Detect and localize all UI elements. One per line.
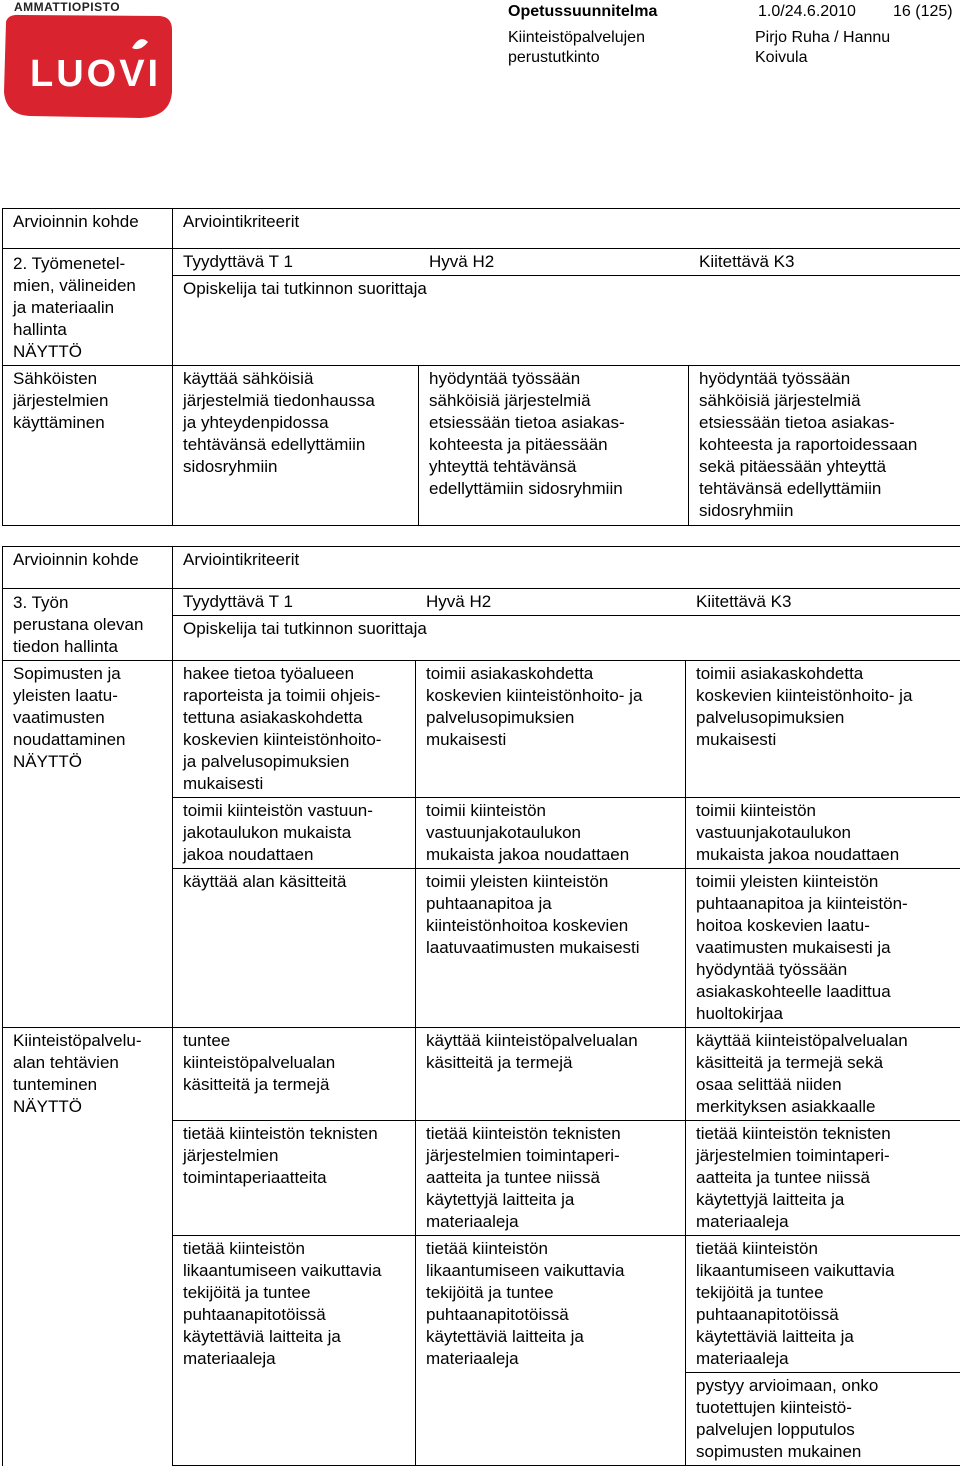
- page-number: 16 (125): [893, 2, 953, 22]
- header-assessment-target: Arvioinnin kohde: [3, 209, 173, 249]
- level-excellent: Kiitettävä K3: [699, 251, 794, 273]
- levels-row: [3, 249, 960, 366]
- doc-title: Opetussuunnitelma: [508, 2, 657, 22]
- criterion-t1: tuntee kiinteistöpalvelualan käsitteitä ja termejä: [173, 1028, 416, 1121]
- criterion-h2: hyödyntää työssään sähköisiä järjestelmiä etsiessään tietoa asiakas- kohteesta ja pitäessään yhteyttä tehtävänsä edellyttämiin sidosryhmiin: [419, 366, 689, 526]
- degree-name: Kiinteistöpalvelujen perustutkinto: [508, 28, 645, 68]
- assessment-target: Sähköisten järjestelmien käyttäminen: [3, 366, 173, 526]
- level-good: Hyvä H2: [426, 591, 696, 613]
- criterion-t1: hakee tietoa työalueen raporteista ja toimii ohjeis- tettuna asiakaskohdetta koskevien kiinteistönhoito- ja palvelusopimuksien mukaisesti: [173, 661, 416, 798]
- level-good: Hyvä H2: [429, 251, 699, 273]
- assessment-target: Kiinteistöpalvelu- alan tehtävien tunteminen NÄYTTÖ: [3, 1028, 173, 1466]
- criterion-k3: hyödyntää työssään sähköisiä järjestelmiä etsiessään tietoa asiakas- kohteesta ja raportoidessaan sekä pitäessään yhteyttä tehtävänsä edellyttämiin sidosryhmiin: [689, 366, 960, 526]
- criterion-t1: tietää kiinteistön likaantumiseen vaikuttavia tekijöitä ja tuntee puhtaanapitotöissä käytettäviä laitteita ja materiaaleja: [173, 1236, 416, 1466]
- header-assessment-criteria: Arviointikriteerit: [173, 547, 960, 589]
- criterion-k3: toimii yleisten kiinteistön puhtaanapitoa ja kiinteistön- hoitoa koskevien laatu- vaatimusten mukaisesti ja hyödyntää työssään asiakaskohteelle laadittua huoltokirjaa: [686, 869, 960, 1028]
- criteria-row: [3, 661, 960, 798]
- criterion-t1: käyttää sähköisiä järjestelmiä tiedonhaussa ja yhteydenpidossa tehtävänsä edellyttämiin sidosryhmiin: [173, 366, 419, 526]
- levels-row: [3, 589, 960, 661]
- criteria-table-section-2: [2, 208, 960, 526]
- criterion-k3: toimii asiakaskohdetta koskevien kiinteistönhoito- ja palvelusopimuksien mukaisesti: [686, 661, 960, 798]
- criteria-row: [3, 1028, 960, 1121]
- criterion-k3: toimii kiinteistön vastuunjakotaulukon mukaista jakoa noudattaen: [686, 798, 960, 869]
- assessment-target: Sopimusten ja yleisten laatu- vaatimusten noudattaminen NÄYTTÖ: [3, 661, 173, 1028]
- criterion-h2: käyttää kiinteistöpalvelualan käsitteitä ja termejä: [416, 1028, 686, 1121]
- luovi-logo-badge: [0, 12, 180, 124]
- criterion-k3: käyttää kiinteistöpalvelualan käsitteitä ja termejä sekä osaa selittää niiden merkityksen asiakkaalle: [686, 1028, 960, 1121]
- naytto-label: NÄYTTÖ: [13, 751, 162, 773]
- org-name: AMMATTIOPISTO: [14, 0, 120, 14]
- header-assessment-target: Arvioinnin kohde: [3, 547, 173, 589]
- criterion-t1: käyttää alan käsitteitä: [173, 869, 416, 1028]
- authors: Pirjo Ruha / Hannu Koivula: [755, 28, 890, 68]
- naytto-label: NÄYTTÖ: [13, 1096, 162, 1118]
- criteria-table-section-3: [2, 546, 960, 1466]
- level-excellent: Kiitettävä K3: [696, 591, 791, 613]
- criterion-h2: tietää kiinteistön teknisten järjestelmien toimintaperi- aatteita ja tuntee niissä käytettyjä laitteita ja materiaaleja: [416, 1121, 686, 1236]
- criterion-h2: toimii asiakaskohdetta koskevien kiinteistönhoito- ja palvelusopimuksien mukaisesti: [416, 661, 686, 798]
- criterion-t1: tietää kiinteistön teknisten järjestelmien toimintaperiaatteita: [173, 1121, 416, 1236]
- criterion-h2: tietää kiinteistön likaantumiseen vaikuttavia tekijöitä ja tuntee puhtaanapitotöissä käytettäviä laitteita ja materiaaleja: [416, 1236, 686, 1466]
- doc-version: 1.0/24.6.2010: [758, 2, 856, 22]
- criterion-t1: toimii kiinteistön vastuun- jakotaulukon mukaista jakoa noudattaen: [173, 798, 416, 869]
- table-header-row: [3, 547, 960, 589]
- criterion-k3: tietää kiinteistön likaantumiseen vaikuttavia tekijöitä ja tuntee puhtaanapitotöissä käytettäviä laitteita ja materiaaleja pystyy arvioimaan, onko tuotettujen kiinteistö- palvelujen lopputulos sopimusten mukainen: [686, 1236, 960, 1466]
- level-satisfactory: Tyydyttävä T 1: [183, 591, 426, 613]
- level-satisfactory: Tyydyttävä T 1: [183, 251, 429, 273]
- topic-cell: 2. Työmenetel- mien, välineiden ja materiaalin hallinta NÄYTTÖ: [3, 249, 173, 366]
- criterion-h2: toimii kiinteistön vastuunjakotaulukon mukaista jakoa noudattaen: [416, 798, 686, 869]
- performer-label: Opiskelija tai tutkinnon suorittaja: [173, 616, 960, 642]
- topic-cell: 3. Työn perustana olevan tiedon hallinta: [3, 589, 173, 661]
- criterion-h2: toimii yleisten kiinteistön puhtaanapitoa ja kiinteistönhoitoa koskevien laatuvaatimusten mukaisesti: [416, 869, 686, 1028]
- logo-text: LUOVI: [30, 53, 161, 95]
- criteria-row: [3, 366, 960, 526]
- logo: [0, 0, 180, 125]
- criterion-k3: tietää kiinteistön teknisten järjestelmien toimintaperi- aatteita ja tuntee niissä käytettyjä laitteita ja materiaaleja: [686, 1121, 960, 1236]
- performer-label: Opiskelija tai tutkinnon suorittaja: [173, 276, 960, 302]
- header-assessment-criteria: Arviointikriteerit: [173, 209, 960, 249]
- table-header-row: [3, 209, 960, 249]
